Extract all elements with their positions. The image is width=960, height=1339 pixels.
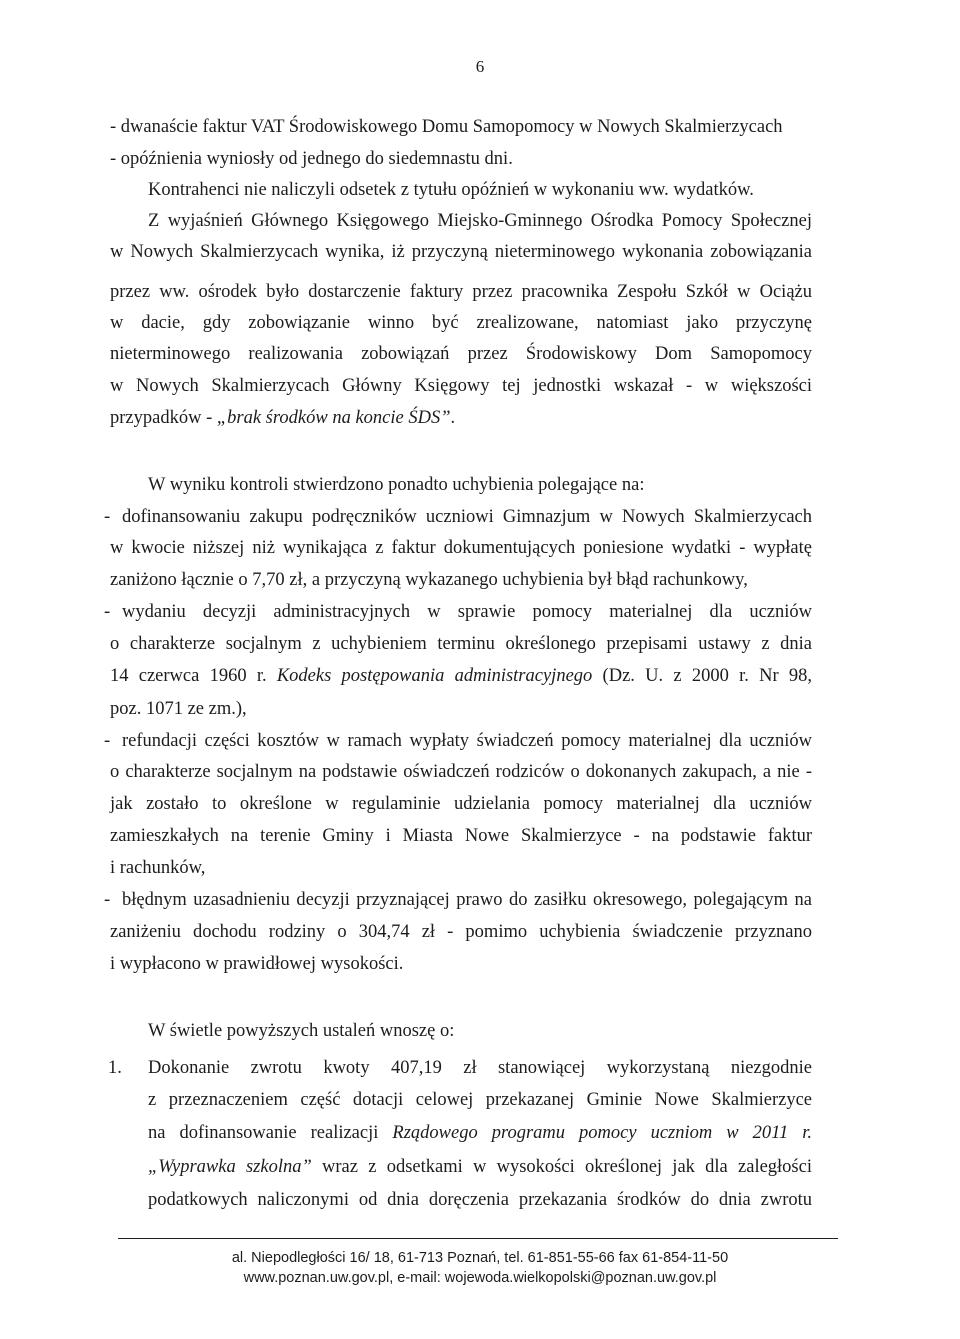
recommendation-line [148, 1121, 812, 1145]
text-run: na dofinansowanie realizacji [148, 1123, 393, 1143]
section-intro: W świetle powyższych ustaleń wnoszę o: [148, 1021, 455, 1041]
list-dash: - [104, 602, 111, 622]
recommendation-line: z przeznaczeniem część dotacji celowej przekazanej Gminie Nowe Skalmierzyce [148, 1090, 812, 1110]
paragraph-line [110, 406, 812, 430]
paragraph-line: w dacie, gdy zobowiązanie winno być zrealizowane, natomiast jako przyczynę [110, 313, 812, 333]
text-run: . [450, 408, 456, 428]
list-item-line: jak zostało to określone w regulaminie udzielania pomocy materialnej dla uczniów [110, 794, 812, 814]
paragraph-line: Z wyjaśnień Głównego Księgowego Miejsko-Gminnego Ośrodka Pomocy Społecznej [148, 211, 812, 231]
list-item-line: o charakterze socjalnym na podstawie oświadczeń rodziców o dokonanych zakupach, a nie - [110, 762, 812, 782]
list-item-line: dofinansowaniu zakupu podręczników uczniowi Gimnazjum w Nowych Skalmierzycach [122, 507, 812, 527]
list-item-line: poz. 1071 ze zm.), [110, 699, 247, 719]
footer-contact: www.poznan.uw.gov.pl, e-mail: wojewoda.wielkopolski@poznan.uw.gov.pl [243, 1270, 717, 1286]
italic-title: Rządowego programu pomocy uczniom w 2011 r. [392, 1123, 813, 1143]
list-dash: - [104, 890, 111, 910]
italic-title: Kodeks postępowania administracyjnego [276, 666, 593, 686]
list-item-line: i wypłacono w prawidłowej wysokości. [110, 954, 404, 974]
paragraph-line: w Nowych Skalmierzycach wynika, iż przyczyną nieterminowego wykonania zobowiązania [110, 242, 812, 262]
recommendation-line: Dokonanie zwrotu kwoty 407,19 zł stanowiącej wykorzystaną niezgodnie [148, 1058, 812, 1078]
list-item-line [110, 664, 812, 688]
text-run: 14 czerwca 1960 r. [110, 666, 277, 686]
section-intro: W wyniku kontroli stwierdzono ponadto uchybienia polegające na: [148, 475, 645, 495]
paragraph-line: - dwanaście faktur VAT Środowiskowego Domu Samopomocy w Nowych Skalmierzycach [110, 117, 783, 137]
list-number: 1. [108, 1058, 122, 1078]
list-item-line: zaniżono łącznie o 7,70 zł, a przyczyną wykazanego uchybienia był błąd rachunkowy, [110, 570, 748, 590]
italic-quote: „brak środków na koncie ŚDS” [216, 408, 451, 428]
text-run: przypadków - [110, 408, 217, 428]
list-item-line: zaniżeniu dochodu rodziny o 304,74 zł - pomimo uchybienia świadczenie przyznano [110, 922, 812, 942]
paragraph-line: przez ww. ośrodek było dostarczenie faktury przez pracownika Zespołu Szkół w Ociążu [110, 282, 812, 302]
list-dash: - [104, 731, 111, 751]
footer-divider [118, 1238, 838, 1239]
list-item-line: błędnym uzasadnieniu decyzji przyznającej prawo do zasiłku okresowego, polegającym na [122, 890, 812, 910]
italic-quote: „Wyprawka szkolna” [148, 1157, 312, 1177]
text-run: wraz z odsetkami w wysokości określonej jak dla zaległości [311, 1157, 812, 1177]
paragraph-line: nieterminowego realizowania zobowiązań przez Środowiskowy Dom Samopomocy [110, 344, 812, 364]
footer-address: al. Niepodległości 16/ 18, 61-713 Poznań, tel. 61-851-55-66 fax 61-854-11-50 [231, 1250, 729, 1266]
list-item-line: refundacji części kosztów w ramach wypłaty świadczeń pomocy materialnej dla uczniów [122, 731, 812, 751]
recommendation-line: podatkowych naliczonymi od dnia doręczenia przekazania środków do dnia zwrotu [148, 1190, 812, 1210]
list-item-line: w kwocie niższej niż wynikająca z faktur dokumentujących poniesione wydatki - wypłatę [110, 538, 812, 558]
paragraph-line: w Nowych Skalmierzycach Główny Księgowy tej jednostki wskazał - w większości [110, 376, 812, 396]
paragraph-line: Kontrahenci nie naliczyli odsetek z tytułu opóźnień w wykonaniu ww. wydatków. [148, 180, 754, 200]
list-item-line: o charakterze socjalnym z uchybieniem terminu określonego przepisami ustawy z dnia [110, 634, 812, 654]
list-dash: - [104, 507, 111, 527]
list-item-line: wydaniu decyzji administracyjnych w sprawie pomocy materialnej dla uczniów [122, 602, 812, 622]
page-number: 6 [475, 57, 485, 76]
recommendation-line [148, 1155, 812, 1179]
text-run: (Dz. U. z 2000 r. Nr 98, [592, 666, 813, 686]
paragraph-line: - opóźnienia wyniosły od jednego do siedemnastu dni. [110, 149, 513, 169]
list-item-line: i rachunków, [110, 858, 206, 878]
list-item-line: zamieszkałych na terenie Gminy i Miasta Nowe Skalmierzyce - na podstawie faktur [110, 826, 812, 846]
